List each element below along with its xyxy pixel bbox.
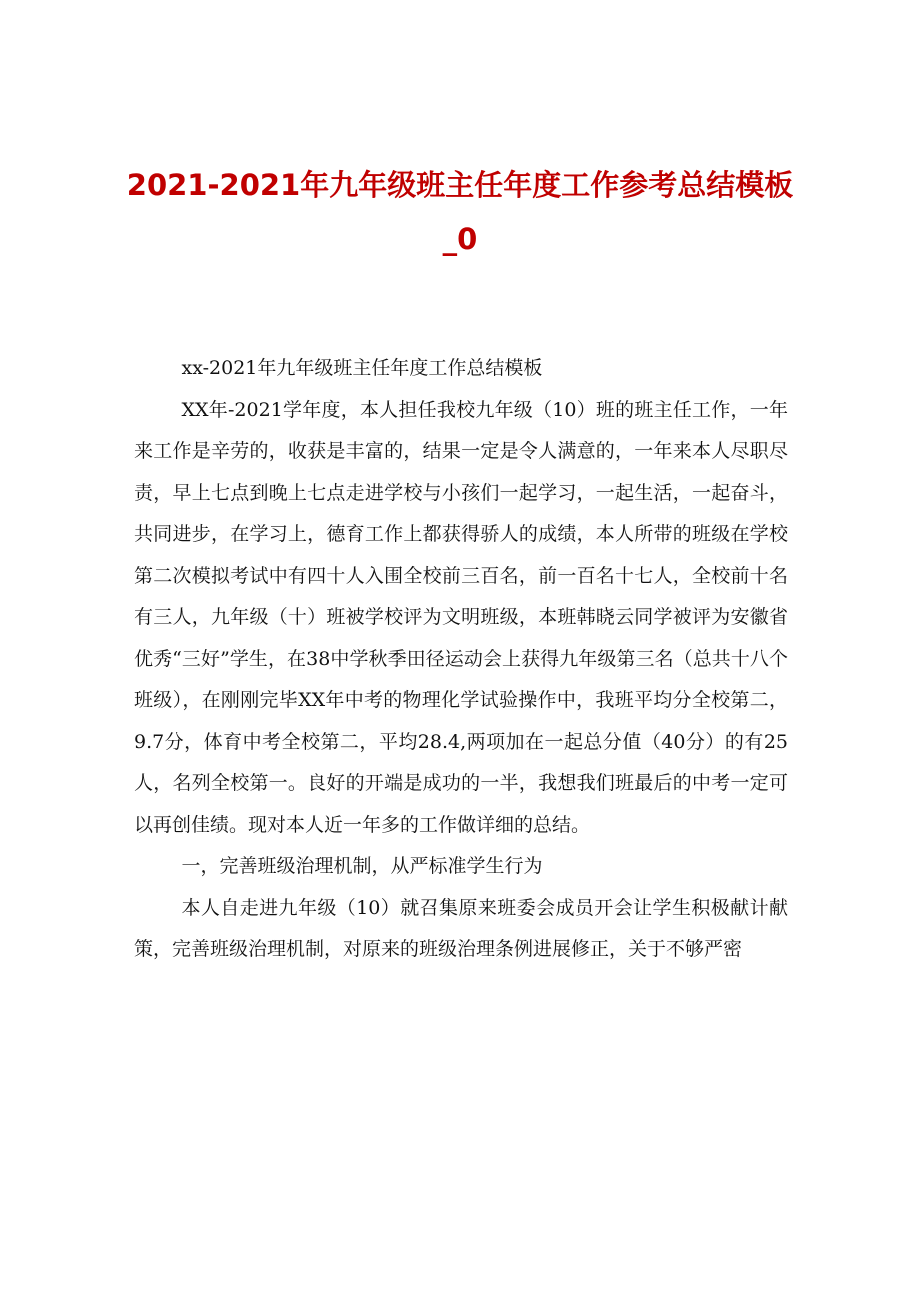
paragraph-subtitle: xx-2021年九年级班主任年度工作总结模板 xyxy=(181,357,543,379)
document-body xyxy=(134,348,788,971)
paragraph-section-body: 本人自走进九年级（10）就召集原来班委会成员开会让学生积极献计献策，完善班级治理机制，对原来的班级治理条例进展修正，关于不够严密 xyxy=(134,896,788,960)
document-title: 2021-2021年九年级班主任年度工作参考总结模板_0 xyxy=(126,168,794,256)
paragraph-intro: XX年-2021学年度，本人担任我校九年级（10）班的班主任工作，一年来工作是辛劳的，收获是丰富的，结果一定是令人满意的，一年来本人尽职尽责，早上七点到晚上七点走进学校与小孩们一起学习，一起生活，一起奋斗，共同进步，在学习上，德育工作上都获得骄人的成绩，本人所带的班级在学校第二次模拟考试中有四十人入围全校前三百名，前一百名十七人，全校前十名有三人，九年级（十）班被学校评为文明班级，本班韩晓云同学被评为安徽省优秀“三好”学生，在38中学秋季田径运动会上获得九年级第三名（总共十八个班级），在刚刚完毕XX年中考的物理化学试验操作中，我班平均分全校第二，9.7分，体育中考全校第二，平均28.4,两项加在一起总分值（40分）的有25人，名列全校第一。良好的开端是成功的一半，我想我们班最后的中考一定可以再创佳绩。现对本人近一年多的工作做详细的总结。 xyxy=(134,398,788,836)
paragraph-section-heading: 一，完善班级治理机制，从严标准学生行为 xyxy=(181,855,543,877)
